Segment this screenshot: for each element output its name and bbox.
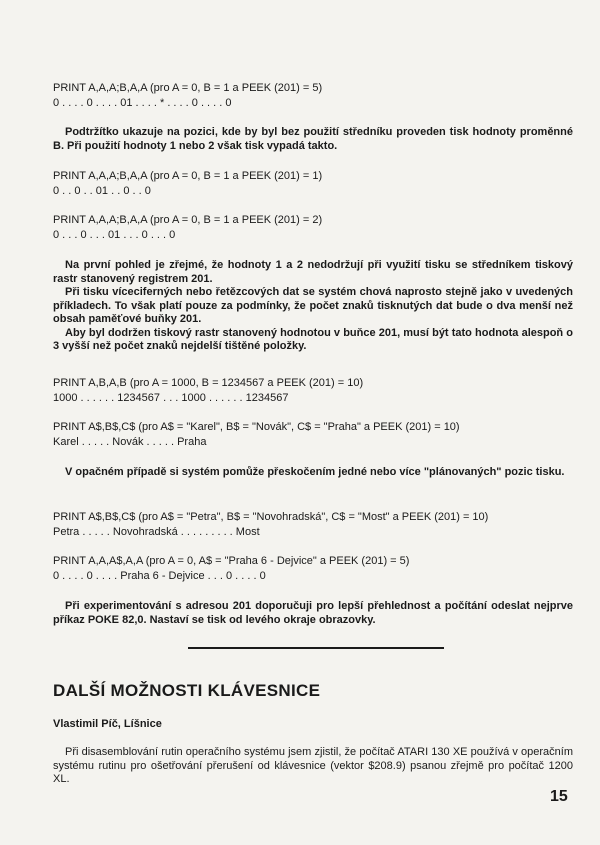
paragraph-text: V opačném případě si systém pomůže přeskočením jedné nebo více "plánovaných" pozic tisku. bbox=[65, 466, 565, 478]
code-line-1: PRINT A,A,A;B,A,A (pro A = 0, B = 1 a PEEK (201) = 5) bbox=[53, 82, 323, 94]
output-line-4: 1000 . . . . . . 1234567 . . . 1000 . . . . . . 1234567 bbox=[53, 392, 289, 404]
code-line-7: PRINT A,A,A$,A,A (pro A = 0, A$ = "Praha 6 - Dejvice" a PEEK (201) = 5) bbox=[53, 555, 410, 567]
output-line-6: Petra . . . . . Novohradská . . . . . . . . . Most bbox=[53, 526, 260, 538]
paragraph-text: Při tisku víceciferných nebo řetězcových dat se systém chová naprosto stejně jako v uvedených příkladech. To však platí pouze za podmínky, že počet znaků tisknutých dat bude o dva menší než obsah paměťové buňky 201. bbox=[53, 286, 573, 325]
output-line-5: Karel . . . . . Novák . . . . . Praha bbox=[53, 436, 207, 448]
paragraph-text: Aby byl dodržen tiskový rastr stanovený hodnotou v buňce 201, musí být tato hodnota alespoň o 3 vyšší než počet znaků nejdelší tištěné položky. bbox=[53, 326, 573, 352]
code-line-4: PRINT A,B,A,B (pro A = 1000, B = 1234567 a PEEK (201) = 10) bbox=[53, 377, 364, 389]
page-number: 15 bbox=[550, 788, 568, 805]
code-line-2: PRINT A,A,A;B,A,A (pro A = 0, B = 1 a PEEK (201) = 1) bbox=[53, 170, 323, 182]
code-line-3: PRINT A,A,A;B,A,A (pro A = 0, B = 1 a PEEK (201) = 2) bbox=[53, 214, 323, 226]
section-heading: DALŠÍ MOŽNOSTI KLÁVESNICE bbox=[53, 681, 321, 700]
output-line-1: 0 . . . . 0 . . . . 01 . . . . * . . . . 0 . . . . 0 bbox=[53, 97, 232, 109]
output-line-7: 0 . . . . 0 . . . . Praha 6 - Dejvice . . . 0 . . . . 0 bbox=[53, 570, 266, 582]
paragraph-skip-note bbox=[53, 466, 573, 480]
paragraph-intro bbox=[53, 746, 573, 787]
paragraph-text: Podtržítko ukazuje na pozici, kde by byl bez použití středníku proveden tisk hodnoty proměnné B. Při použití hodnoty 1 nebo 2 však tisk vypadá takto. bbox=[53, 126, 573, 152]
code-line-5: PRINT A$,B$,C$ (pro A$ = "Karel", B$ = "Novák", C$ = "Praha" a PEEK (201) = 10) bbox=[53, 421, 460, 433]
paragraph-poke-tip bbox=[53, 600, 573, 627]
paragraph-underscore-note bbox=[53, 126, 573, 153]
output-line-2: 0 . . 0 . . 01 . . 0 . . 0 bbox=[53, 185, 151, 197]
output-line-3: 0 . . . 0 . . . 01 . . . 0 . . . 0 bbox=[53, 229, 176, 241]
paragraph-text: Při disasemblování rutin operačního systému jsem zjistil, že počítač ATARI 130 XE používá v operačním systému rutinu pro ošetřování přerušení od klávesnice (vektor $208.9) psanou zřejmě pro počítač 1200 XL. bbox=[53, 746, 573, 785]
article-author: Vlastimil Píč, Líšnice bbox=[53, 718, 162, 730]
section-divider bbox=[188, 647, 444, 649]
code-line-6: PRINT A$,B$,C$ (pro A$ = "Petra", B$ = "Novohradská", C$ = "Most" a PEEK (201) = 10) bbox=[53, 511, 489, 523]
paragraph-text: Na první pohled je zřejmé, že hodnoty 1 a 2 nedodržují při využití tisku se středníkem tiskový rastr stanovený registrem 201. bbox=[53, 259, 573, 285]
paragraph-raster-explanation bbox=[53, 259, 573, 354]
paragraph-text: Při experimentování s adresou 201 doporučuji pro lepší přehlednost a počítání odeslat nejprve příkaz POKE 82,0. Nastaví se tisk od levého okraje obrazovky. bbox=[53, 600, 573, 626]
